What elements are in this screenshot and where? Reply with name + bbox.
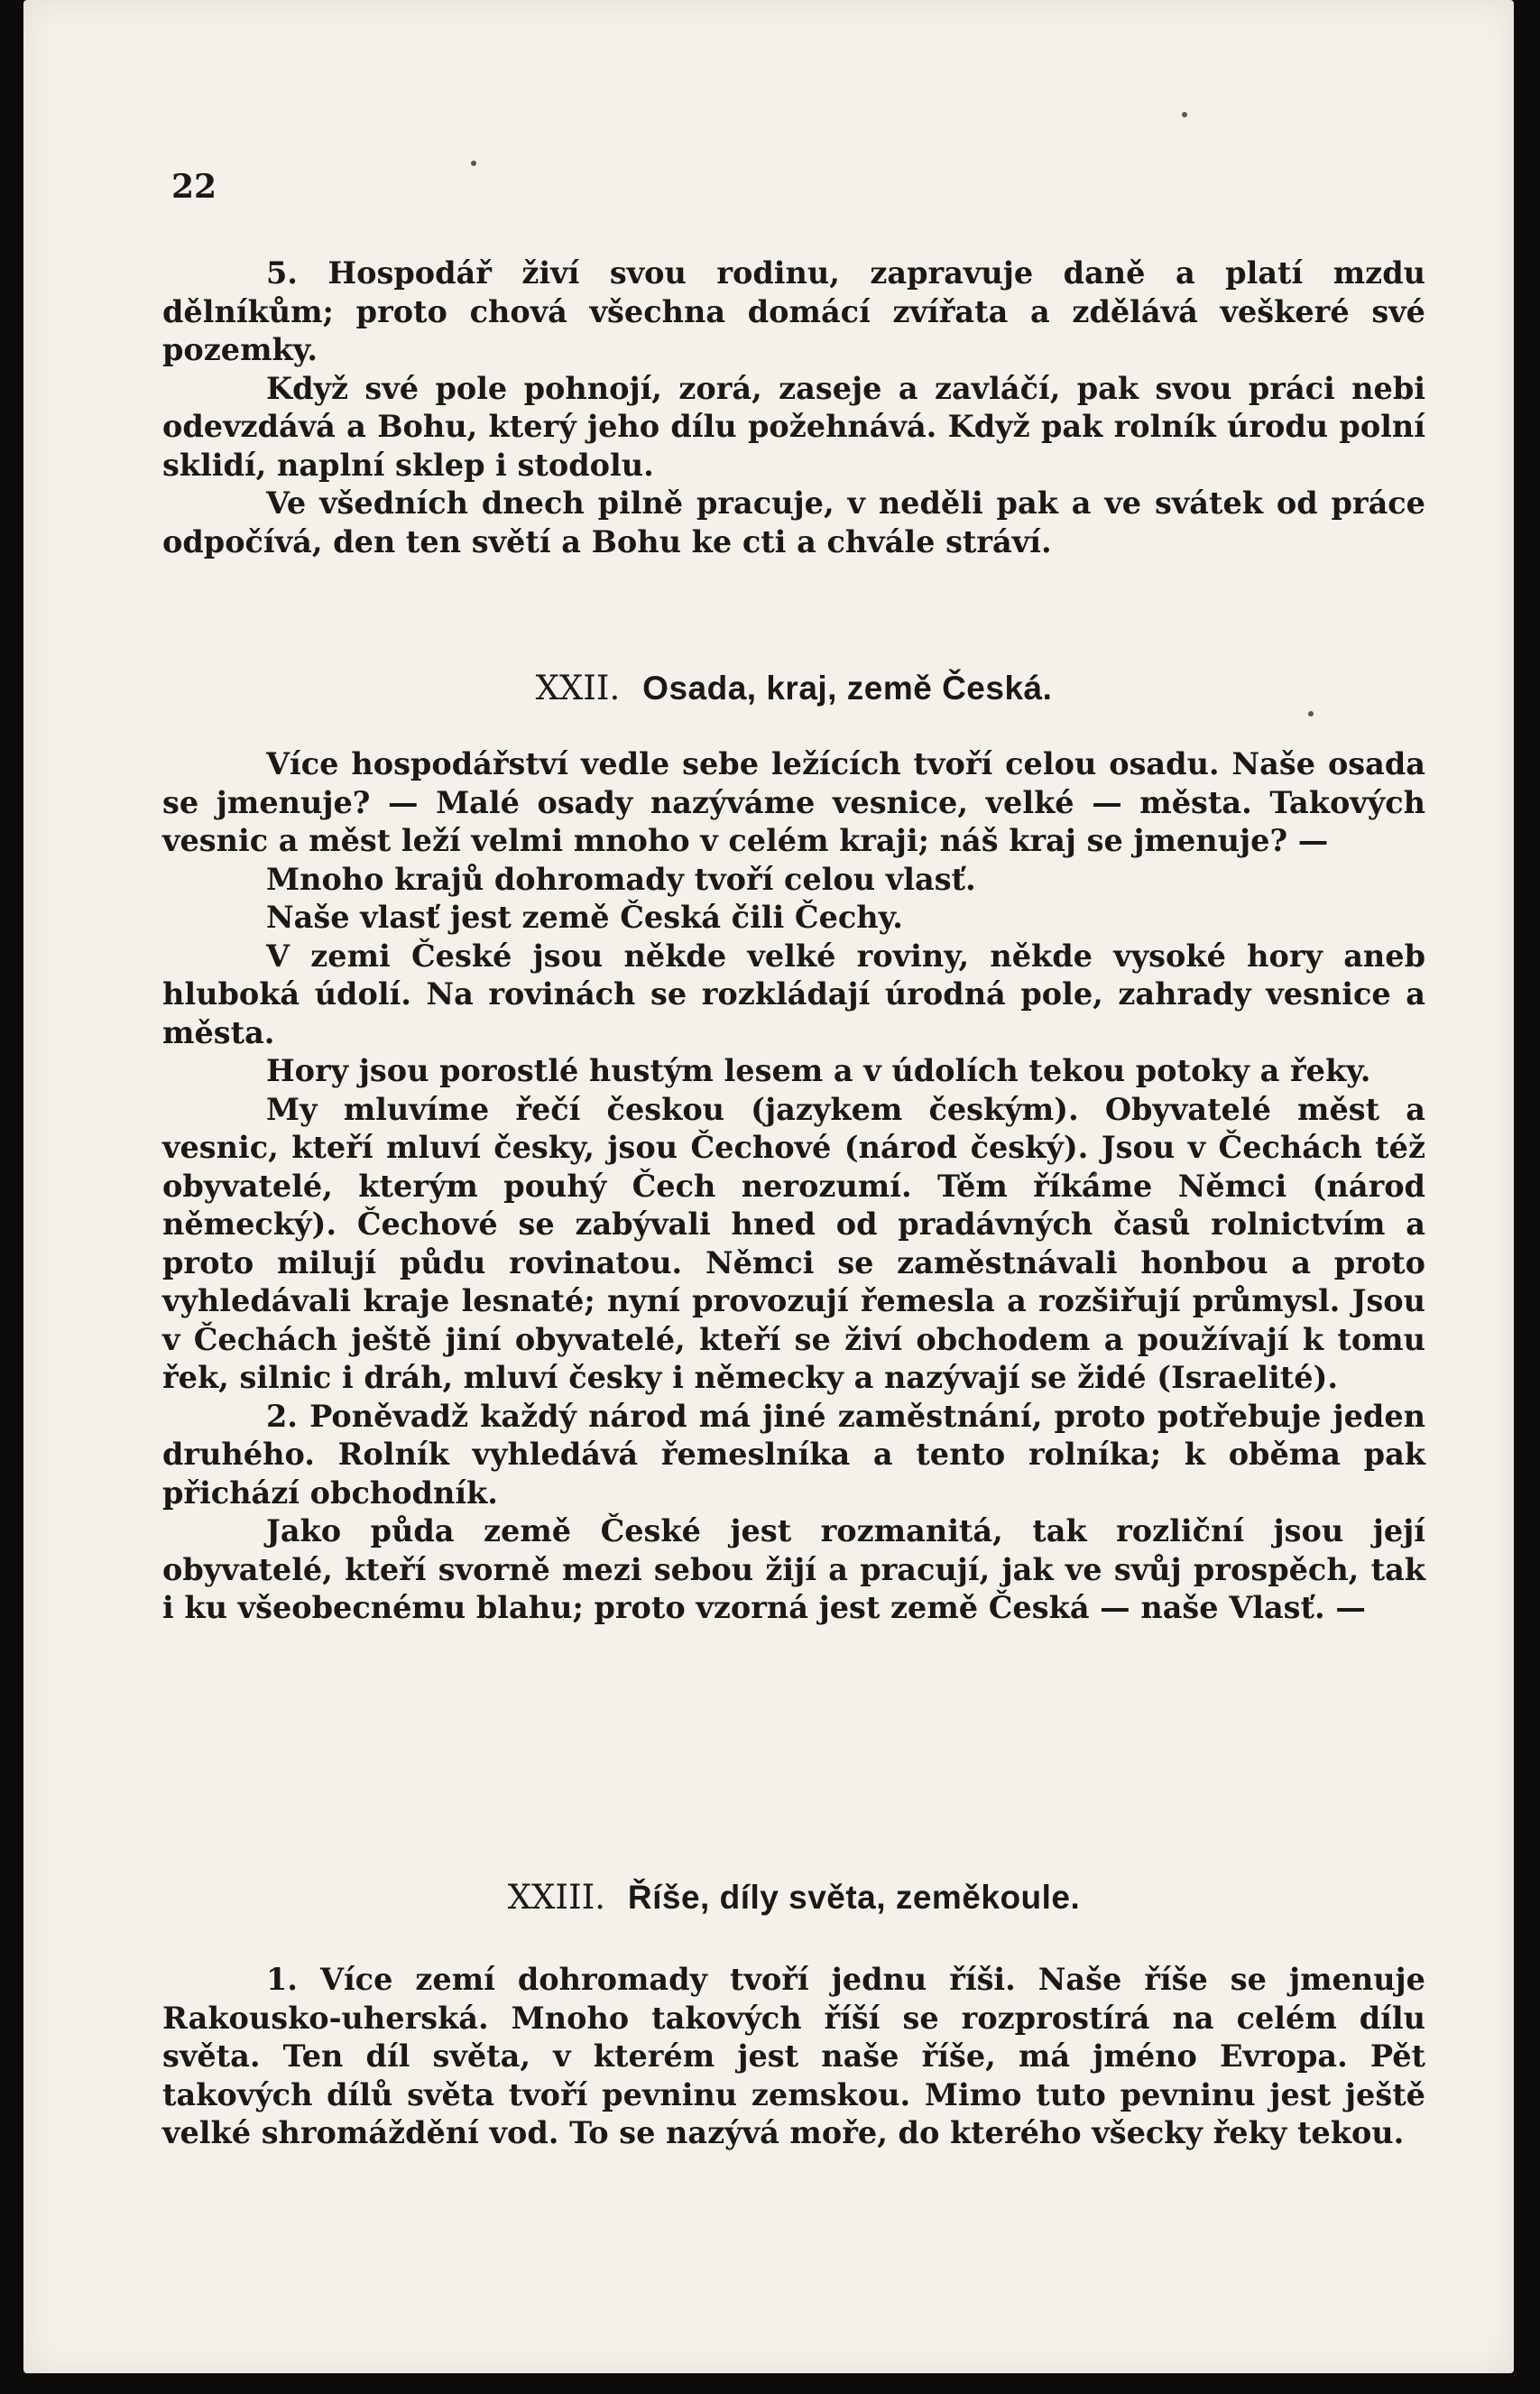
paragraph: Když své pole pohnojí, zorá, zaseje a zavláčí, pak svou práci nebi odevzdává a Bohu, který jeho dílu požehnává. Když pak rolník úrodu polní sklidí, naplní sklep i stodolu. xyxy=(162,370,1425,483)
section-1 xyxy=(162,254,1425,561)
paragraph: Ve všedních dnech pilně pracuje, v neděli pak a ve svátek od práce odpočívá, den ten světí a Bohu ke cti a chvále stráví. xyxy=(162,485,1425,559)
chapter-title: Říše, díly světa, zeměkoule. xyxy=(627,1879,1081,1916)
paragraph: 1. Více zemí dohromady tvoří jednu říši. Naše říše se jmenuje Rakousko-uherská. Mnoho takových říší se rozprostírá na celém dílu světa. Ten díl světa, v kterém jest naše říše, má jméno Evropa. Pět takových dílů světa tvoří pevninu zemskou. Mimo tuto pevninu jest ještě velké shromáždění vod. To se nazývá moře, do kterého všecky řeky tekou. xyxy=(162,1962,1425,2150)
chapter-heading-xxii xyxy=(162,668,1425,707)
section-3 xyxy=(162,1961,1425,2153)
page-number: 22 xyxy=(171,168,217,206)
paragraph: V zemi České jsou někde velké roviny, někde vysoké hory aneb hluboká údolí. Na rovinách se rozkládají úrodná pole, zahrady vesnice a města. xyxy=(162,938,1425,1050)
chapter-title: Osada, kraj, země Česká. xyxy=(642,670,1053,707)
paragraph: Hory jsou porostlé hustým lesem a v údolích tekou potoky a řeky. xyxy=(266,1053,1371,1088)
paragraph: Mnoho krajů dohromady tvoří celou vlasť. xyxy=(266,861,976,897)
paragraph: Naše vlasť jest země Česká čili Čechy. xyxy=(266,900,903,935)
paragraph: 5. Hospodář živí svou rodinu, zapravuje daně a platí mzdu dělníkům; proto chová všechna domácí zvířata a zdělává veškeré své pozemky. xyxy=(162,255,1425,367)
chapter-heading-xxiii xyxy=(162,1877,1425,1917)
section-2 xyxy=(162,745,1425,1628)
print-speck xyxy=(471,161,476,166)
paragraph: My mluvíme řečí českou (jazykem českým). Obyvatelé měst a vesnic, kteří mluví česky, jsou Čechové (národ český). Jsou v Čechách též obyvatelé, kterým pouhý Čech nerozumí. Těm říkáme Němci (národ německý). Čechové se zabývali hned od pradávných časů rolnictvím a proto milují půdu rovinatou. Němci se zaměstnávali honbou a proto vyhledávali kraje lesnaté; nyní provozují řemesla a rozšiřují průmysl. Jsou v Čechách ještě jiní obyvatelé, kteří se živí obchodem a používají k tomu řek, silnic i dráh, mluví česky i německy a nazývají se židé (Israelité). xyxy=(162,1091,1425,1395)
paragraph: Jako půda země České jest rozmanitá, tak rozliční jsou její obyvatelé, kteří svorně mezi sebou žijí a pracují, jak ve svůj prospěch, tak i ku všeobecnému blahu; proto vzorná jest země Česká — naše Vlasť. — xyxy=(162,1513,1425,1625)
print-speck xyxy=(1308,711,1314,716)
chapter-number: XXII. xyxy=(535,669,621,707)
paragraph: Více hospodářství vedle sebe ležících tvoří celou osadu. Naše osada se jmenuje? — Malé osady nazýváme vesnice, velké — města. Takových vesnic a měst leží velmi mnoho v celém kraji; náš kraj se jmenuje? — xyxy=(162,746,1425,858)
paragraph: 2. Poněvadž každý národ má jiné zaměstnání, proto potřebuje jeden druhého. Rolník vyhledává řemeslníka a tento rolníka; k oběma pak přichází obchodník. xyxy=(162,1398,1425,1511)
chapter-number: XXIII. xyxy=(507,1878,605,1917)
print-speck xyxy=(1182,112,1187,117)
